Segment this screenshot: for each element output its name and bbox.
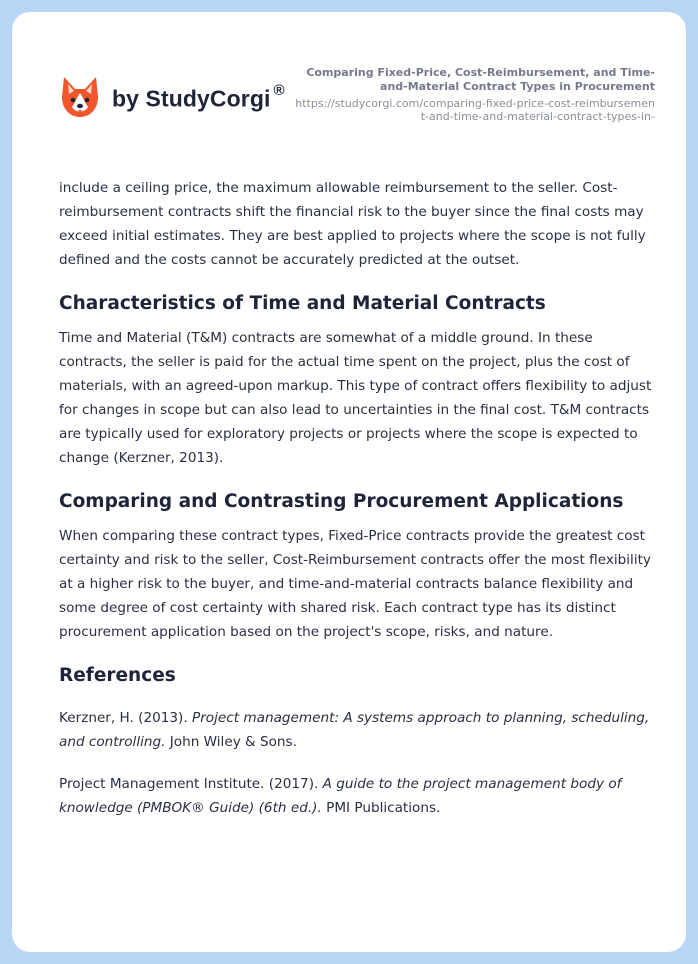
section-paragraph-time-material: Time and Material (T&M) contracts are somewhat of a middle ground. In these contracts, the seller is paid for the actual time spent on the project, plus the cost of materials, with an agreed-upon markup. This type of contract offers flexibility to adjust for changes in scope but can also lead to uncertainties in the final cost. T&M contracts are typically used for exploratory projects or projects where the scope is expected to change (Kerzner, 2013). — [59, 330, 652, 466]
brand-name: by StudyCorgi ® — [112, 82, 285, 112]
studycorgi-logo[interactable] — [60, 75, 285, 119]
reference-item: Project Management Institute. (2017). A guide to the project management body of knowledge (PMBOK® Guide) (6th ed.). PMI Publications. — [59, 776, 622, 816]
page-card — [12, 12, 686, 952]
section-heading-time-material: Characteristics of Time and Material Contracts — [59, 293, 546, 314]
section-paragraph-comparing: When comparing these contract types, Fixed-Price contracts provide the greatest cost certainty and risk to the seller, Cost-Reimbursement contracts offer the most flexibility at a higher risk to the buyer, and time-and-material contracts balance flexibility and some degree of cost certainty with shared risk. Each contract type has its distinct procurement application based on the project's scope, risks, and nature. — [59, 528, 651, 640]
document-url[interactable]: https://studycorgi.com/comparing-fixed-price-cost-reimbursement-and-time-and-material-contract-types-in- — [295, 97, 655, 123]
corgi-icon — [60, 75, 100, 119]
section-heading-comparing: Comparing and Contrasting Procurement Applications — [59, 491, 624, 512]
document-meta — [295, 66, 655, 123]
intro-paragraph: include a ceiling price, the maximum allowable reimbursement to the seller. Cost-reimbursement contracts shift the financial risk to the buyer since the final costs may exceed initial estimates. They are best applied to projects where the scope is not fully defined and the costs cannot be accurately predicted at the outset. — [59, 180, 646, 268]
reference-item: Kerzner, H. (2013). Project management: A systems approach to planning, scheduling, and controlling. John Wiley & Sons. — [59, 710, 650, 750]
document-title: Comparing Fixed-Price, Cost-Reimbursement, and Time-and-Material Contract Types in Procurement — [306, 66, 655, 93]
references-heading: References — [59, 665, 176, 686]
article-body — [59, 176, 659, 820]
